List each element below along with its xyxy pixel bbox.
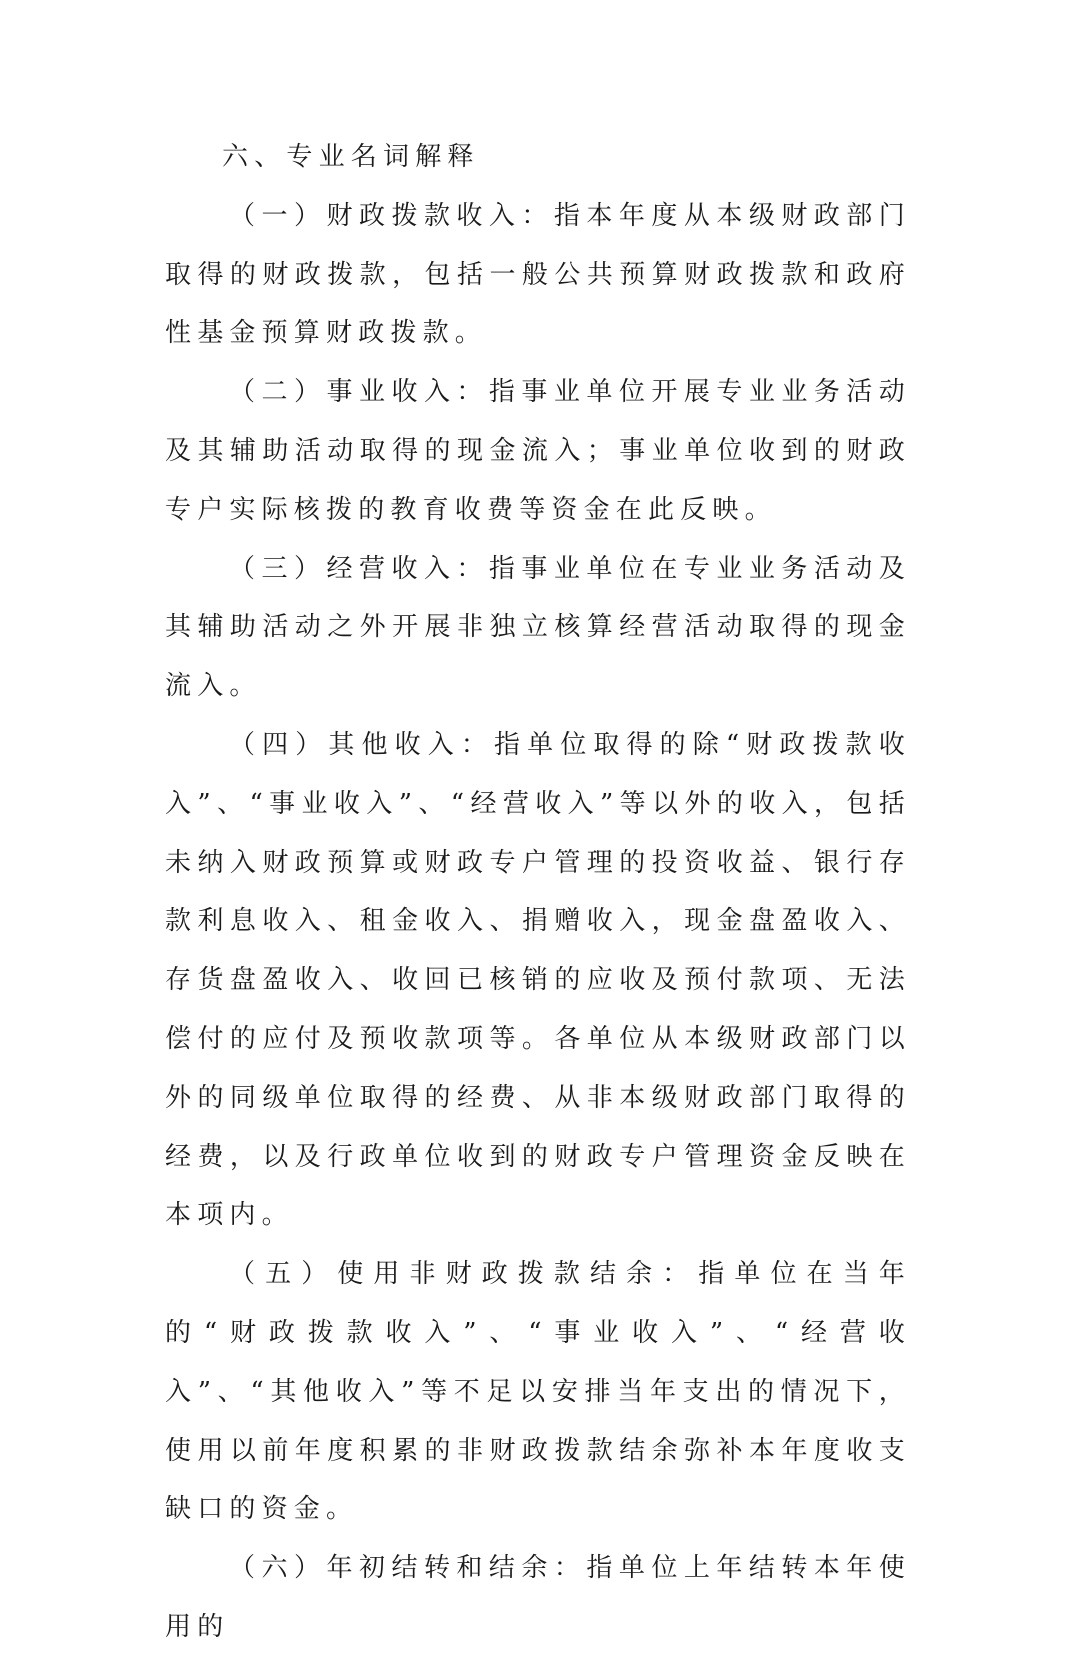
- paragraph-fiscal-appropriation-income: （一）财政拨款收入：指本年度从本级财政部门取得的财政拨款，包括一般公共预算财政拨款和政府性基金预算财政拨款。: [165, 200, 911, 349]
- paragraph-business-income: （二）事业收入：指事业单位开展专业业务活动及其辅助活动取得的现金流入；事业单位收到的财政专户实际核拨的教育收费等资金在此反映。: [165, 377, 911, 525]
- paragraph-operating-income: （三）经营收入：指事业单位在专业业务活动及其辅助活动之外开展非独立核算经营活动取得的现金流入。: [165, 553, 911, 702]
- section-title: 六、专业名词解释: [222, 142, 480, 172]
- document-body: [165, 128, 911, 1657]
- paragraph-other-income: （四）其他收入：指单位取得的除“财政拨款收入”、“事业收入”、“经营收入”等以外的收入，包括未纳入财政预算或财政专户管理的投资收益、银行存款利息收入、租金收入、捐赠收入，现金盘盈收入、存货盘盈收入、收回已核销的应收及预付款项、无法偿付的应付及预收款项等。各单位从本级财政部门以外的同级单位取得的经费、从非本级财政部门取得的经费，以及行政单位收到的财政专户管理资金反映在本项内。: [165, 729, 911, 1231]
- paragraph-carryover-balance: （六）年初结转和结余：指单位上年结转本年使用的: [165, 1553, 911, 1642]
- paragraph-non-fiscal-balance-use: （五）使用非财政拨款结余：指单位在当年的“财政拨款收入”、“事业收入”、“经营收入”、“其他收入”等不足以安排当年支出的情况下，使用以前年度积累的非财政拨款结余弥补本年度收支缺口的资金。: [165, 1259, 911, 1525]
